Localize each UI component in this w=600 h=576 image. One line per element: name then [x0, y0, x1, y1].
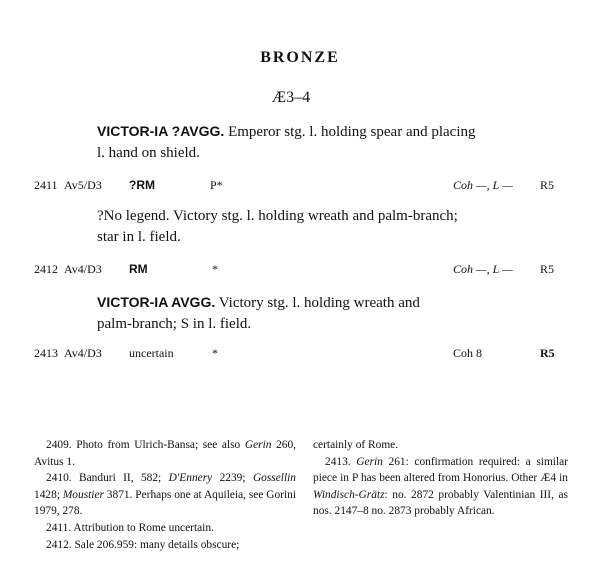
type-text: ?No legend. Victory stg. l. holding wreath and palm-branch; star in l. field.	[97, 208, 458, 245]
footnote-2413: 2413. Gerin 261: confirmation required: a similar piece in P has been altered from Honorius. Other Æ4 in Windisch-Grätz: no. 2872 probably Valentinian III, as nos. 2147–8 no. 2873 probably African.	[313, 455, 568, 518]
reference: Coh —, L —	[453, 262, 513, 276]
type-description	[97, 206, 477, 248]
mintmark: P*	[210, 178, 223, 192]
footnote-2409: 2409. Photo from Ulrich-Bansa; see also Gerin 260, Avitus 1.	[34, 439, 297, 468]
denomination-heading: Æ3–4	[271, 89, 311, 106]
footnotes-left-column	[34, 437, 296, 553]
reverse-legend: VICTOR-IA AVGG.	[97, 294, 216, 310]
footnotes-right-column	[313, 437, 568, 520]
rarity: R5	[540, 346, 555, 360]
reference: Coh —, L —	[453, 178, 513, 192]
mintmark: *	[212, 262, 218, 276]
die-pair: Av5/D3	[64, 178, 102, 192]
mint: uncertain	[129, 346, 174, 360]
reverse-legend: VICTOR-IA ?AVGG.	[97, 123, 225, 139]
footnote-2412-continued: certainly of Rome.	[313, 439, 399, 451]
type-text: Victory stg. l. holding wreath and palm-branch; S in l. field.	[97, 295, 420, 332]
rarity: R5	[540, 178, 555, 192]
die-pair: Av4/D3	[64, 262, 102, 276]
section-title: BRONZE	[260, 49, 340, 66]
catalogue-number: 2412	[34, 262, 58, 276]
mint: RM	[129, 262, 148, 276]
catalogue-number: 2411	[34, 178, 58, 192]
mint: ?RM	[129, 178, 155, 192]
type-description	[97, 121, 477, 164]
mintmark: *	[212, 346, 218, 360]
footnote-2411: 2411. Attribution to Rome uncertain.	[46, 521, 214, 534]
reference: Coh 8	[453, 346, 483, 360]
footnote-2412: 2412. Sale 206.959: many details obscure;	[46, 538, 240, 551]
type-text: Emperor stg. l. holding spear and placing l. hand on shield.	[97, 124, 476, 161]
die-pair: Av4/D3	[64, 346, 102, 360]
type-description	[97, 292, 437, 335]
footnote-2410: 2410. Banduri II, 582; D'Ennery 2239; Gossellin 1428; Moustier 3871. Perhaps one at Aquileia, see Gorini 1979, 278.	[34, 472, 296, 518]
catalogue-number: 2413	[34, 346, 58, 360]
rarity: R5	[540, 262, 555, 276]
